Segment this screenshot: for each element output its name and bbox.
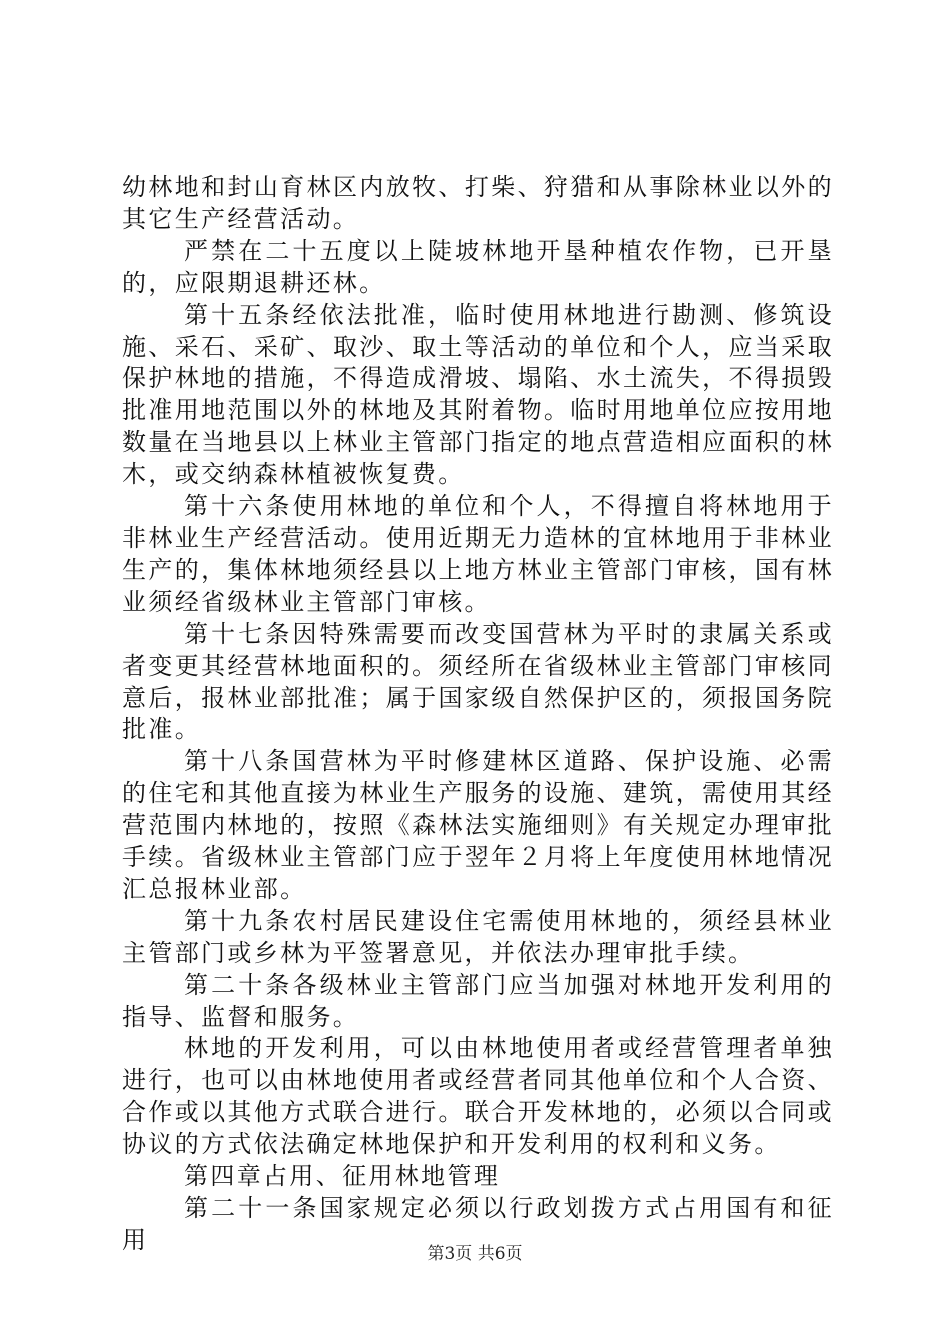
- paragraph-article-15: 第十五条经依法批准，临时使用林地进行勘测、修筑设施、采石、采矿、取沙、取土等活动的单位和个人，应当采取保护林地的措施，不得造成滑坡、塌陷、水土流失，不得损毁批准用地范围以外的林地及其附着物。临时用地单位应按用地数量在当地县以上林业主管部门指定的地点营造相应面积的林木，或交纳森林植被恢复费。: [122, 300, 834, 489]
- paragraph-article-17: 第十七条因特殊需要而改变国营林为平时的隶属关系或者变更其经营林地面积的。须经所在省级林业主管部门审核同意后，报林业部批准；属于国家级自然保护区的，须报国务院批准。: [122, 619, 834, 744]
- chapter-heading: 第四章占用、征用林地管理: [184, 1162, 501, 1191]
- paragraph-article-19: 第十九条农村居民建设住宅需使用林地的，须经县林业主管部门或乡林为平签署意见，并依法办理审批手续。: [122, 906, 834, 967]
- paragraph-article-20: 第二十条各级林业主管部门应当加强对林地开发利用的指导、监督和服务。: [122, 970, 834, 1031]
- paragraph-article-16: 第十六条使用林地的单位和个人，不得擅自将林地用于非林业生产经营活动。使用近期无力造林的宜林地用于非林业生产的，集体林地须经县以上地方林业主管部门审核，国有林业须经省级林业主管部门审核。: [122, 492, 834, 616]
- paragraph-forest-land-development: 林地的开发利用，可以由林地使用者或经营管理者单独进行，也可以由林地使用者或经营者同其他单位和个人合资、合作或以其他方式联合进行。联合开发林地的，必须以合同或协议的方式依法确定林地保护和开发利用的权利和义务。: [122, 1034, 834, 1159]
- paragraph-article-21: 第二十一条国家规定必须以行政划拨方式占用国有和征用: [122, 1194, 834, 1254]
- paragraph-article-18: 第十八条国营林为平时修建林区道路、保护设施、必需的住宅和其他直接为林业生产服务的设施、建筑，需使用其经营范围内林地的，按照《森林法实施细则》有关规定办理审批手续。省级林业主管部门应于翌年２月将上年度使用林地情况汇总报林业部。: [122, 747, 834, 903]
- paragraph-2: 严禁在二十五度以上陡坡林地开垦种植农作物，已开垦的，应限期退耕还林。: [122, 236, 834, 297]
- paragraph-1: 幼林地和封山育林区内放牧、打柴、狩猎和从事除林业以外的其它生产经营活动。: [122, 173, 834, 233]
- page-number-footer: 第3页 共6页: [427, 1244, 523, 1264]
- body-text: [122, 172, 834, 1257]
